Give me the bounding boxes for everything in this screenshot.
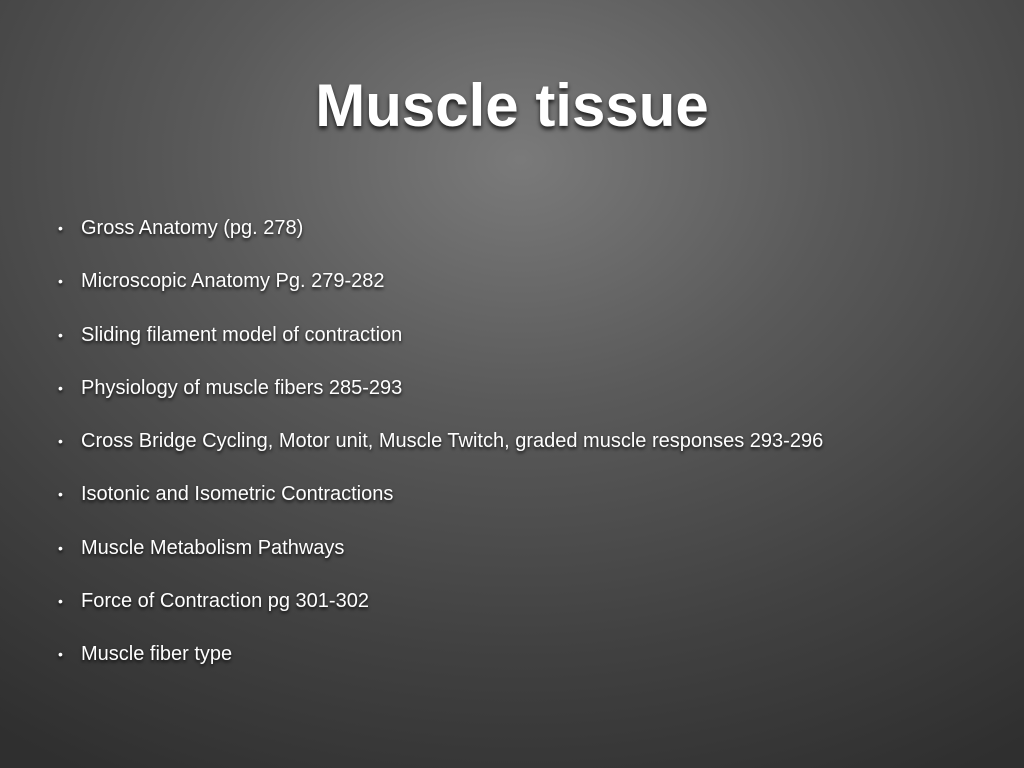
bullet-dot-icon: • (58, 593, 63, 610)
bullet-dot-icon: • (58, 326, 63, 343)
bullet-item (56, 212, 996, 265)
bullet-dot-icon: • (58, 220, 63, 236)
bullet-item (56, 638, 996, 691)
bullet-text: Cross Bridge Cycling, Motor unit, Muscle Twitch, graded muscle responses 293-296 (81, 430, 824, 453)
bullet-text: Physiology of muscle fibers 285-293 (81, 376, 403, 399)
bullet-text: Gross Anatomy (pg. 278) (81, 217, 304, 239)
bullet-item (56, 372, 996, 425)
bullet-text: Force of Contraction pg 301-302 (81, 590, 369, 613)
bullet-text: Sliding filament model of contraction (81, 323, 403, 346)
bullet-dot-icon: • (58, 273, 63, 290)
bullet-text: Muscle Metabolism Pathways (81, 536, 345, 559)
bullet-dot-icon: • (58, 646, 63, 663)
bullet-text: Microscopic Anatomy Pg. 279-282 (81, 270, 385, 293)
bullet-item (56, 478, 996, 531)
bullet-item (56, 319, 996, 372)
bullet-text: Isotonic and Isometric Contractions (81, 483, 394, 506)
bullet-item (56, 425, 996, 478)
bullet-list (56, 212, 996, 692)
slide-title: Muscle tissue (315, 72, 709, 139)
bullet-item (56, 532, 996, 585)
bullet-item (56, 585, 996, 638)
bullet-dot-icon: • (58, 486, 63, 503)
bullet-text: Muscle fiber type (81, 643, 233, 666)
bullet-dot-icon: • (58, 433, 63, 450)
bullet-dot-icon: • (58, 379, 63, 396)
bullet-dot-icon: • (58, 539, 63, 556)
bullet-item (56, 265, 996, 318)
